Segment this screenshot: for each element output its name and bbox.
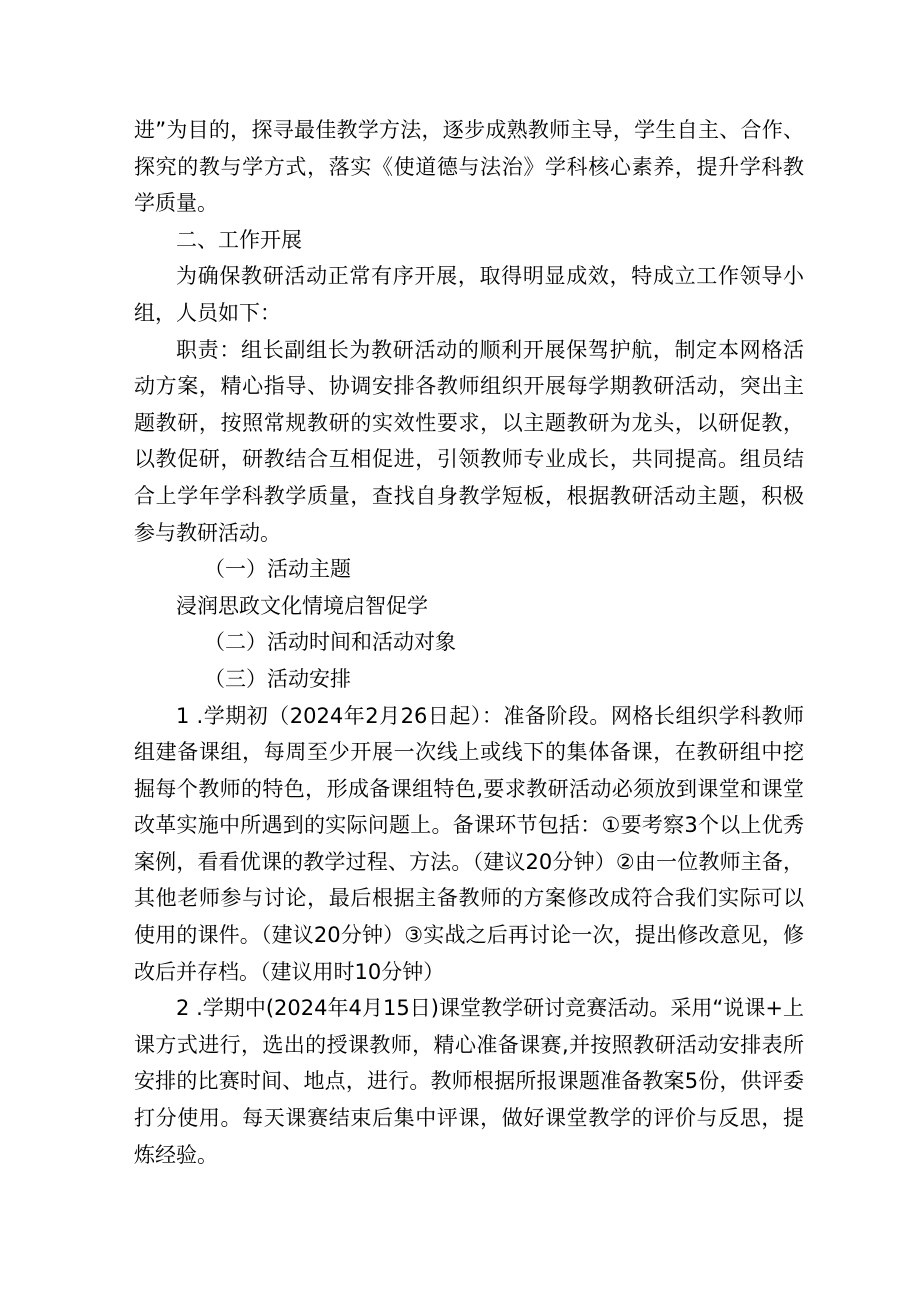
paragraph-leadership-group: 为确保教研活动正常有序开展，取得明显成效，特成立工作领导小组，人员如下： <box>134 264 804 325</box>
subheading-activity-theme: （一）活动主题 <box>204 557 351 582</box>
paragraph-theme-text: 浸润思政文化情境启智促学 <box>176 593 428 618</box>
section-heading-work: 二、工作开展 <box>176 227 302 252</box>
paragraph-semester-start: 1 .学期初（2024年2月26日起）：准备阶段。网格长组织学科教师组建备课组，每周至少开展一次线上或线下的集体备课，在教研组中挖掘每个教师的特色，形成备课组特色,要求教研活动必须放到课堂和课堂改革实施中所遇到的实际问题上。备课环节包括：①要考察3个以上优秀案例，看看优课的教学过程、方法。（建议20分钟）②由一位教师主备，其他老师参与讨论，最后根据主备教师的方案修改成符合我们实际可以使用的课件。（建议20分钟）③实战之后再讨论一次，提出修改意见，修改后并存档。（建议用时10分钟） <box>134 703 804 984</box>
paragraph-semester-mid: 2 .学期中(2024年4月15日)课堂教学研讨竞赛活动。采用“说课+上课方式进行，选出的授课教师，精心准备课赛,并按照教研活动安排表所安排的比赛时间、地点，进行。教师根据所报课题准备教案5份，供评委打分使用。每天课赛结束后集中评课，做好课堂教学的评价与反思，提炼经验。 <box>134 996 804 1167</box>
paragraph-responsibilities: 职责：组长副组长为教研活动的顺利开展保驾护航，制定本网格活动方案，精心指导、协调安排各教师组织开展每学期教研活动，突出主题教研，按照常规教研的实效性要求，以主题教研为龙头，以研促教，以教促研，研教结合互相促进，引领教师专业成长，共同提高。组员结合上学年学科教学质量，查找自身教学短板，根据教研活动主题，积极参与教研活动。 <box>134 337 804 545</box>
subheading-time-and-audience: （二）活动时间和活动对象 <box>204 630 456 655</box>
subheading-arrangement: （三）活动安排 <box>204 666 351 691</box>
document-body <box>134 112 804 1173</box>
paragraph-intro-continuation: 进”为目的，探寻最佳教学方法，逐步成熟教师主导，学生自主、合作、探究的教与学方式，落实《使道德与法治》学科核心素养，提升学科教学质量。 <box>134 118 804 216</box>
